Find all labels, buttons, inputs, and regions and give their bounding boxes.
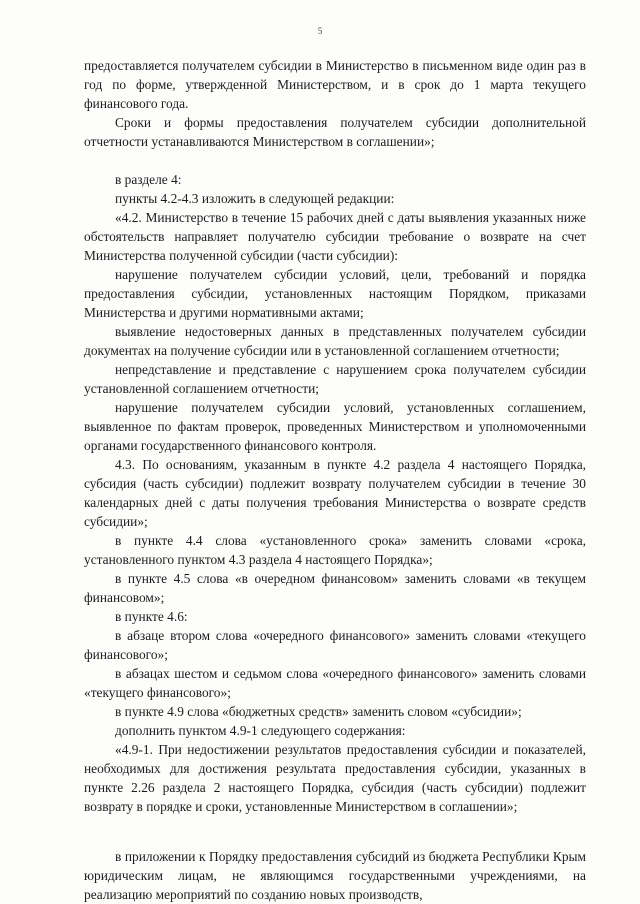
paragraph: выявление недостоверных данных в представленных получателем субсидии документах на получение субсидии или в установленной соглашением отчетности; xyxy=(84,324,586,358)
paragraph: в абзацах шестом и седьмом слова «очередного финансового» заменить словами «текущего финансового»; xyxy=(84,666,586,700)
paragraph: нарушение получателем субсидии условий, цели, требований и порядка предоставления субсидии, установленных настоящим Порядком, приказами Министерства и другими нормативными актами; xyxy=(84,267,586,320)
paragraph: 4.3. По основаниям, указанным в пункте 4.2 раздела 4 настоящего Порядка, субсидия (часть субсидии) подлежит возврату получателем субсидии в течение 30 календарных дней с даты получения требования Министерства о возврате средств субсидии»; xyxy=(84,457,586,529)
paragraph: в пункте 4.4 слова «установленного срока» заменить словами «срока, установленного пунктом 4.3 раздела 4 настоящего Порядка»; xyxy=(84,533,586,567)
paragraph: дополнить пунктом 4.9-1 следующего содержания: xyxy=(115,723,406,738)
paragraph: в пункте 4.9 слова «бюджетных средств» заменить словом «субсидии»; xyxy=(115,704,522,719)
paragraph: пункты 4.2-4.3 изложить в следующей редакции: xyxy=(115,191,395,206)
paragraph: в приложении к Порядку предоставления субсидий из бюджета Республики Крым юридическим лицам, не являющимся государственными учреждениями, на реализацию мероприятий по созданию новых производств, xyxy=(84,849,586,902)
paragraph: непредставление и представление с нарушением срока получателем субсидии установленной соглашением отчетности; xyxy=(84,362,586,396)
paragraph: нарушение получателем субсидии условий, установленных соглашением, выявленное по фактам проверок, проведенных Министерством и уполномоченными органами государственного финансового контроля. xyxy=(84,400,586,453)
paragraph: в абзаце втором слова «очередного финансового» заменить словами «текущего финансового»; xyxy=(84,628,586,662)
paragraph: «4.9-1. При недостижении результатов предоставления субсидии и показателей, необходимых для достижения результата предоставления субсидии, указанных в пункте 2.26 раздела 2 настоящего Порядка, субсидия (часть субсидии) подлежит возврату в порядке и сроки, установленные Министерством в соглашении»; xyxy=(84,742,586,814)
document-body xyxy=(84,56,586,904)
paragraph: в пункте 4.6: xyxy=(115,609,188,624)
spacer xyxy=(84,816,586,847)
spacer xyxy=(84,151,586,170)
paragraph: Сроки и формы предоставления получателем субсидии дополнительной отчетности устанавливаются Министерством в соглашении»; xyxy=(84,115,586,149)
paragraph: в разделе 4: xyxy=(115,172,182,187)
paragraph: в пункте 4.5 слова «в очередном финансовом» заменить словами «в текущем финансовом»; xyxy=(84,571,586,605)
paragraph: предоставляется получателем субсидии в Министерство в письменном виде один раз в год по форме, утвержденной Министерством, и в срок до 1 марта текущего финансового года. xyxy=(84,58,586,111)
paragraph: «4.2. Министерство в течение 15 рабочих дней с даты выявления указанных ниже обстоятельств направляет получателю субсидии требование о возврате на счет Министерства полученной субсидии (части субсидии): xyxy=(84,210,586,263)
page-number: 5 xyxy=(317,26,323,36)
